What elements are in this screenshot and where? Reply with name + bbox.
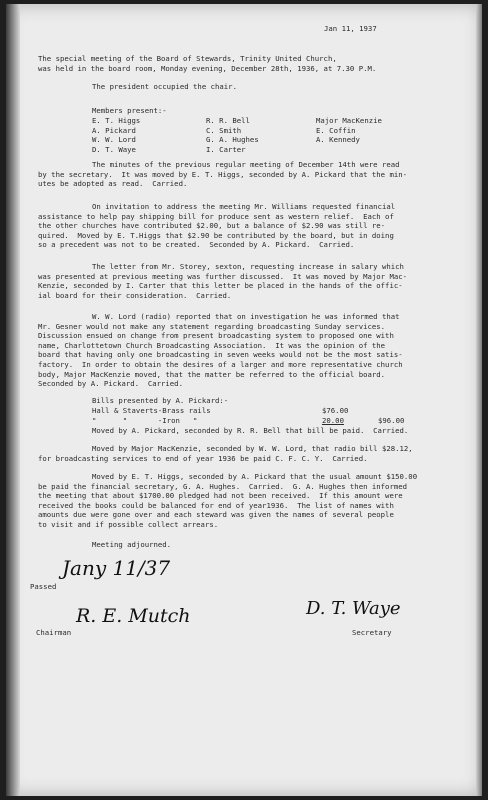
page-edge xyxy=(476,4,482,796)
members-col-2-line: I. Carter xyxy=(206,144,246,154)
radio-bill-paragraph-line: Moved by Major MacKenzie, seconded by W. W. Lord, that radio bill $28.12, xyxy=(92,444,413,453)
members-col-2-line: G. A. Hughes xyxy=(206,135,259,145)
page-binding xyxy=(6,4,20,796)
members-col-3-line: A. Kennedy xyxy=(316,135,360,145)
chair-line: The president occupied the chair. xyxy=(92,82,237,91)
relief-paragraph-line: so a precedent was not to be created. Seconded by A. Pickard. Carried. xyxy=(38,240,355,250)
secretary-pay-paragraph-line: amounts due were gone over and each steward was given the names of several people xyxy=(38,510,394,520)
relief-paragraph xyxy=(38,202,468,250)
secretary-pay-paragraph-line: the meeting that about $1700.00 pledged had not been received. If this amount were xyxy=(38,491,403,501)
members-col-1-line: A. Pickard xyxy=(92,125,136,135)
storey-paragraph-line: Kenzie, seconded by I. Carter that this letter be placed in the hands of the offic- xyxy=(38,281,403,291)
bill-item: " " -Iron " xyxy=(92,416,198,425)
radio-paragraph-line: name, Charlottetown Church Broadcasting Association. It was the opinion of the xyxy=(38,340,386,350)
secretary-signature: D. T. Waye xyxy=(306,598,401,619)
radio-paragraph-line: W. W. Lord (radio) reported that on investigation he was informed that xyxy=(92,312,400,321)
members-col-1-line: W. W. Lord xyxy=(92,135,136,145)
secretary-label: Secretary xyxy=(352,628,392,637)
members-col-1-line: D. T. Waye xyxy=(92,144,136,154)
bill-item: Hall & Staverts-Brass rails xyxy=(92,406,211,415)
passed-signature: Jany 11/37 xyxy=(62,556,171,580)
document-date: Jan 11, 1937 xyxy=(324,24,377,33)
bill-amount: $76.00 xyxy=(322,406,349,415)
secretary-pay-paragraph-line: be paid the financial secretary, G. A. Hughes. Carried. G. A. Hughes then informed xyxy=(38,481,408,491)
minutes-paragraph-line: by the secretary. It was moved by E. T. Higgs, seconded by A. Pickard that the min- xyxy=(38,169,408,179)
members-col-3-line: Major MacKenzie xyxy=(316,116,382,125)
members-col-1 xyxy=(92,116,140,154)
secretary-pay-paragraph xyxy=(38,472,468,530)
chairman-label: Chairman xyxy=(36,628,72,637)
minutes-paragraph xyxy=(38,160,468,189)
opening-paragraph xyxy=(38,54,468,73)
secretary-pay-paragraph-line: to visit and if possible collect arrears. xyxy=(38,519,219,529)
members-col-1-line: E. T. Higgs xyxy=(92,116,141,125)
opening-paragraph-line: The special meeting of the Board of Stewards, Trinity United Church, xyxy=(38,54,337,63)
radio-paragraph-line: body, Major MacKenzie moved, that the matter be referred to the official board. xyxy=(38,369,386,379)
bills-heading: Bills presented by A. Pickard:- xyxy=(92,396,229,405)
adjourned-line: Meeting adjourned. xyxy=(92,540,172,549)
storey-paragraph xyxy=(38,262,468,300)
secretary-pay-paragraph-line: Moved by E. T. Higgs, seconded by A. Pickard that the usual amount $150.00 xyxy=(92,472,418,481)
radio-paragraph xyxy=(38,312,468,389)
members-col-3 xyxy=(316,116,382,145)
members-col-2-line: R. R. Bell xyxy=(206,116,250,125)
passed-label: Passed xyxy=(30,582,57,591)
members-heading: Members present:- xyxy=(92,106,167,115)
chairman-signature: R. E. Mutch xyxy=(76,605,191,627)
relief-paragraph-line: assistance to help pay shipping bill for produce sent as western relief. Each of xyxy=(38,211,394,221)
relief-paragraph-line: quired. Moved by E. T.Higgs that $2.90 be contributed by the board, but in doing xyxy=(38,230,394,240)
opening-paragraph-line: was held in the board room, Monday evening, December 28th, 1936, at 7.30 P.M. xyxy=(38,63,377,73)
radio-paragraph-line: board that having only one broadcasting in seven weeks would not be the most satis- xyxy=(38,350,403,360)
members-col-3-line: E. Coffin xyxy=(316,125,356,135)
bills-motion: Moved by A. Pickard, seconded by R. R. Bell that bill be paid. Carried. xyxy=(92,426,409,435)
storey-paragraph-line: ial board for their consideration. Carried. xyxy=(38,290,232,300)
minutes-paragraph-line: utes be adopted as read. Carried. xyxy=(38,179,188,189)
radio-paragraph-line: Mr. Gesner would not make any statement regarding broadcasting Sunday services. xyxy=(38,321,386,331)
radio-bill-paragraph xyxy=(38,444,468,463)
bill-total: $96.00 xyxy=(378,416,405,425)
minutes-paragraph-line: The minutes of the previous regular meeting of December 14th were read xyxy=(92,160,400,169)
members-col-2-line: C. Smith xyxy=(206,125,242,135)
bill-amount: 20.00 xyxy=(322,416,344,425)
storey-paragraph-line: was presented at previous meeting was further discussed. It was moved by Major Mac- xyxy=(38,271,408,281)
storey-paragraph-line: The letter from Mr. Storey, sexton, requesting increase in salary which xyxy=(92,262,404,271)
minutes-page xyxy=(6,4,482,796)
radio-bill-paragraph-line: for broadcasting services to end of year 1936 be paid C. F. C. Y. Carried. xyxy=(38,453,368,463)
radio-paragraph-line: factory. In order to obtain the desires of a larger and more representative church xyxy=(38,359,403,369)
relief-paragraph-line: the other churches have contributed $2.00, but a balance of $2.90 was still re- xyxy=(38,221,386,231)
relief-paragraph-line: On invitation to address the meeting Mr. Williams requested financial xyxy=(92,202,396,211)
radio-paragraph-line: Discussion ensued on change from present broadcasting system to proposed one with xyxy=(38,331,394,341)
radio-paragraph-line: Seconded by A. Pickard. Carried. xyxy=(38,379,183,389)
members-col-2 xyxy=(206,116,259,154)
secretary-pay-paragraph-line: received the books could be balanced for end of year1936. The list of names with xyxy=(38,500,394,510)
